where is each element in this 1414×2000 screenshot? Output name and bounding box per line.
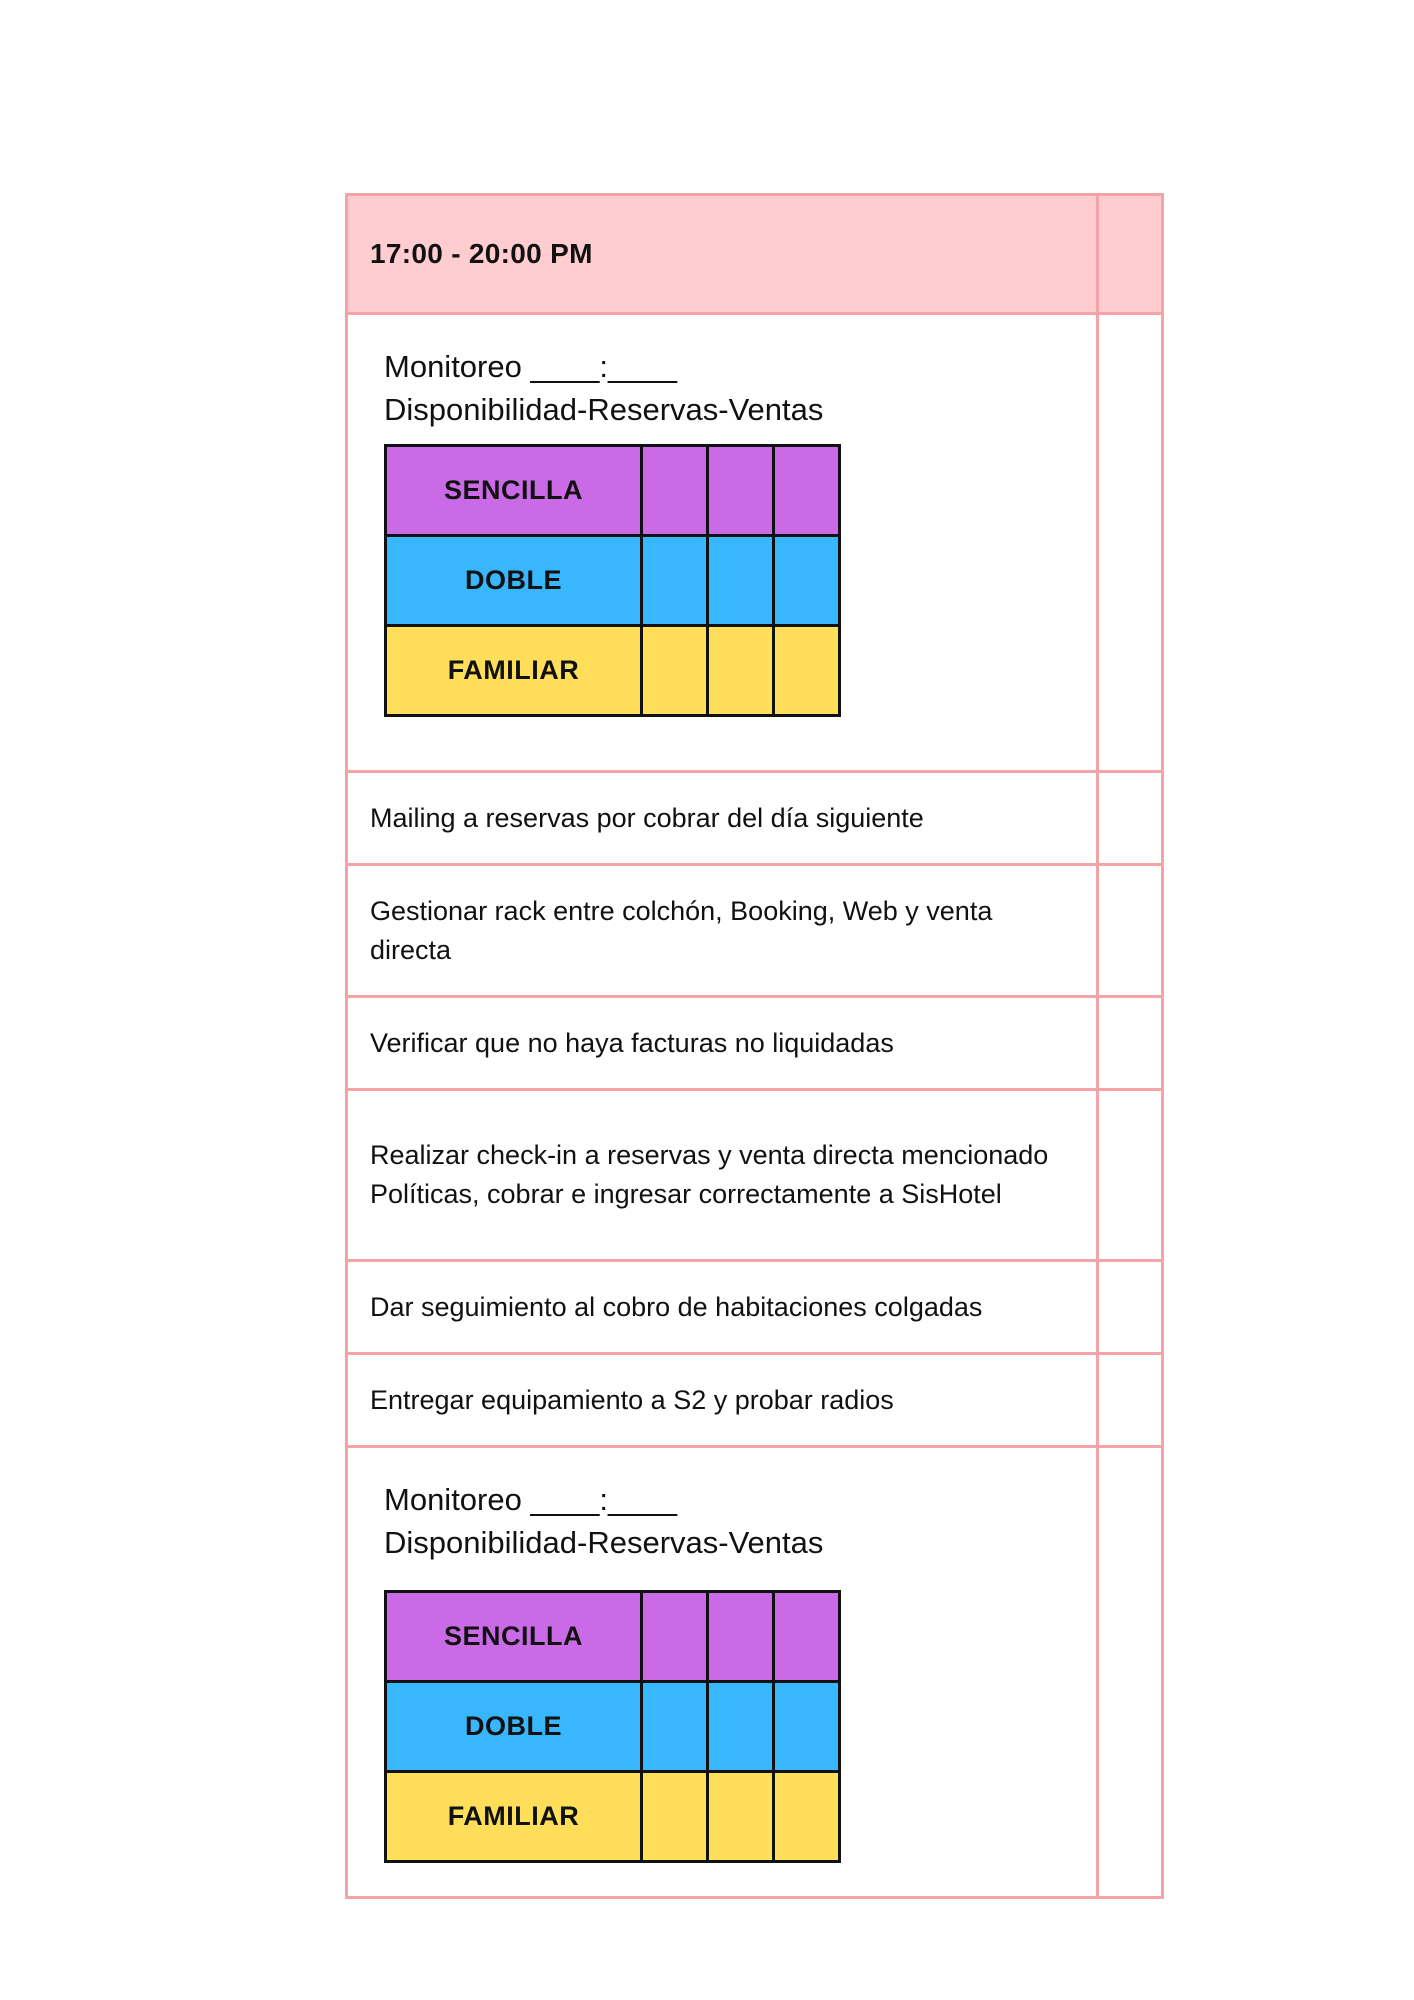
task-text: Entregar equipamiento a S2 y probar radios [348,1355,1099,1445]
room-label: SENCILLA [386,1592,642,1682]
room-row-doble [386,1682,840,1772]
task-row [348,998,1161,1091]
availability-cell[interactable] [641,446,707,536]
monitor-row [348,1448,1161,1896]
task-row [348,866,1161,998]
room-label: DOBLE [386,536,642,626]
monitor-row [348,315,1161,773]
availability-grid [384,444,841,717]
availability-cell[interactable] [707,536,773,626]
task-text: Mailing a reservas por cobrar del día siguiente [348,773,1099,863]
room-row-familiar [386,626,840,716]
check-cell[interactable] [1099,315,1161,770]
availability-cell[interactable] [707,446,773,536]
room-label: DOBLE [386,1682,642,1772]
room-row-sencilla [386,1592,840,1682]
check-cell[interactable] [1099,1091,1161,1259]
check-cell[interactable] [1099,1355,1161,1445]
availability-cell[interactable] [707,1682,773,1772]
check-cell[interactable] [1099,1448,1161,1896]
availability-cell[interactable] [641,1592,707,1682]
availability-cell[interactable] [707,626,773,716]
task-row [348,773,1161,866]
room-label: FAMILIAR [386,1772,642,1862]
availability-cell[interactable] [641,1772,707,1862]
check-cell[interactable] [1099,773,1161,863]
availability-cell[interactable] [773,626,839,716]
availability-cell[interactable] [707,1592,773,1682]
room-row-familiar [386,1772,840,1862]
availability-cell[interactable] [773,1592,839,1682]
availability-cell[interactable] [641,536,707,626]
availability-cell[interactable] [707,1772,773,1862]
check-cell[interactable] [1099,866,1161,995]
monitor-subtitle: Disponibilidad-Reservas-Ventas [384,1525,824,1560]
room-label: SENCILLA [386,446,642,536]
header-row [348,196,1161,315]
availability-cell[interactable] [641,626,707,716]
availability-cell[interactable] [773,446,839,536]
availability-cell[interactable] [773,536,839,626]
room-row-sencilla [386,446,840,536]
monitor-time-label: Monitoreo ____:____ [384,1482,678,1517]
room-label: FAMILIAR [386,626,642,716]
monitor-subtitle: Disponibilidad-Reservas-Ventas [384,392,824,427]
time-range-title: 17:00 - 20:00 PM [370,238,593,269]
check-cell[interactable] [1099,1262,1161,1352]
availability-cell[interactable] [773,1772,839,1862]
availability-grid [384,1590,841,1863]
task-row [348,1355,1161,1448]
availability-cell[interactable] [773,1682,839,1772]
availability-cell[interactable] [641,1682,707,1772]
task-text: Gestionar rack entre colchón, Booking, Web y venta directa [348,866,1099,995]
check-cell[interactable] [1099,998,1161,1088]
checklist-table [345,193,1164,1899]
task-text: Dar seguimiento al cobro de habitaciones colgadas [348,1262,1099,1352]
task-row [348,1262,1161,1355]
task-row [348,1091,1161,1262]
task-text: Verificar que no haya facturas no liquidadas [348,998,1099,1088]
room-row-doble [386,536,840,626]
monitor-time-label: Monitoreo ____:____ [384,349,678,384]
check-cell[interactable] [1099,196,1161,312]
task-text: Realizar check-in a reservas y venta directa mencionado Políticas, cobrar e ingresar correctamente a SisHotel [348,1091,1099,1259]
